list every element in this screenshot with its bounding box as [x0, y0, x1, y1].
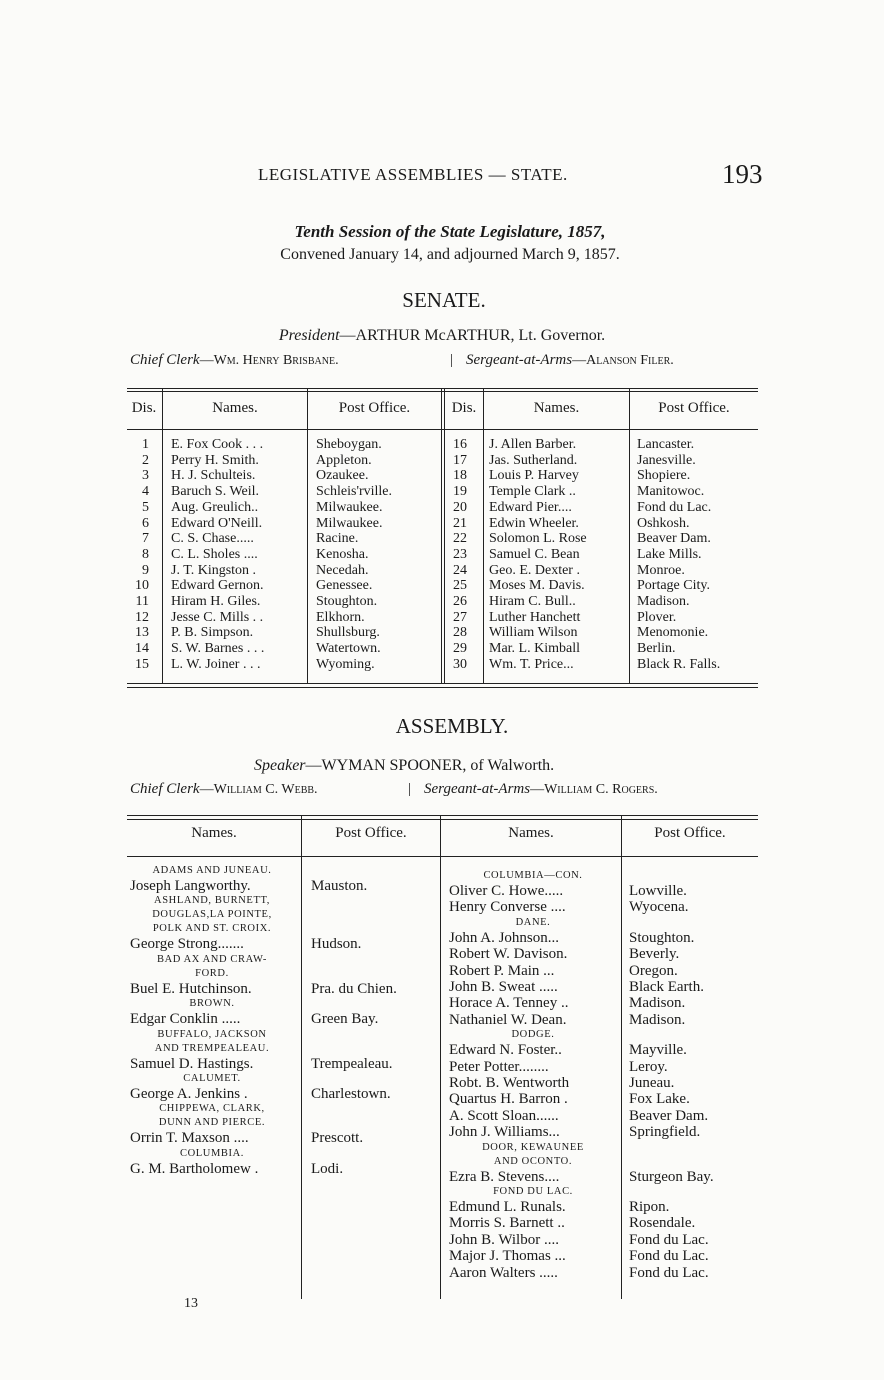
senator-name: Temple Clark ..: [489, 484, 576, 500]
post-office: Mauston.: [311, 878, 368, 894]
post-office: Kenosha.: [316, 546, 369, 562]
table-row: [127, 563, 758, 579]
county-label: FORD.: [195, 967, 229, 979]
member-name: Samuel D. Hastings.: [130, 1055, 254, 1072]
post-office: Rosendale.: [629, 1215, 696, 1232]
assembly-chief-clerk-label: Chief Clerk: [130, 781, 200, 797]
member-name: Joseph Langworthy.: [130, 878, 251, 894]
county-label: COLUMBIA—CON.: [483, 870, 583, 881]
post-office: Charlestown.: [311, 1086, 391, 1102]
member-name: John J. Williams...: [449, 1124, 560, 1141]
post-office: Pra. du Chien.: [311, 980, 397, 997]
post-office: Ripon.: [629, 1199, 670, 1215]
senator-name: P. B. Simpson.: [171, 625, 254, 641]
member-name: Aaron Walters .....: [449, 1264, 558, 1281]
post-office: Fond du Lac.: [629, 1231, 709, 1248]
member-name: Ezra B. Stevens....: [449, 1168, 560, 1185]
assembly-col-names-2: Names.: [508, 825, 554, 841]
post-office: Beverly.: [629, 946, 680, 963]
member-name: George Strong.......: [130, 936, 244, 953]
president-label: President: [278, 327, 340, 344]
post-office: Oshkosh.: [637, 515, 690, 531]
district-number: 25: [453, 578, 467, 594]
page-header: [0, 159, 884, 193]
district-number: 18: [453, 468, 467, 484]
post-office: Leroy.: [629, 1058, 668, 1075]
member-name: Robert P. Main ...: [449, 962, 555, 979]
senator-name: Hiram C. Bull..: [489, 594, 576, 609]
post-office: Portage City.: [637, 578, 710, 594]
post-office: Hudson.: [311, 936, 362, 953]
table-row: [127, 625, 758, 641]
senate-col-names-2: Names.: [533, 400, 580, 416]
member-name: Edmund L. Runals.: [449, 1199, 566, 1215]
senate-col-po-2: Post Office.: [658, 400, 730, 416]
district-number: 30: [453, 656, 467, 672]
senator-name: Louis P. Harvey: [489, 468, 579, 484]
post-office: Lancaster.: [637, 437, 695, 452]
senator-name: Samuel C. Bean: [489, 546, 580, 562]
county-label: ASHLAND, BURNETT,: [154, 895, 270, 907]
member-name: Henry Converse ....: [449, 899, 566, 916]
member-name: Orrin T. Maxson ....: [130, 1130, 249, 1147]
county-label: CALUMET.: [183, 1073, 241, 1084]
senate-chief-clerk-label: Chief Clerk: [130, 352, 200, 368]
post-office: Beaver Dam.: [637, 531, 711, 547]
senator-name: E. Fox Cook . . .: [171, 437, 264, 452]
post-office: Schleis'rville.: [316, 484, 393, 500]
district-number: 5: [142, 499, 149, 515]
member-name: George A. Jenkins .: [130, 1086, 248, 1102]
post-office: Wyoming.: [316, 656, 375, 672]
senator-name: Edward O'Neill.: [171, 515, 263, 531]
post-office: Madison.: [637, 594, 690, 609]
senator-name: J. T. Kingston .: [171, 562, 257, 578]
table-row: [127, 657, 758, 673]
post-office: Prescott.: [311, 1130, 364, 1147]
senator-name: Wm. T. Price...: [489, 656, 574, 672]
district-number: 7: [142, 531, 149, 547]
district-number: 8: [142, 546, 149, 562]
post-office: Monroe.: [637, 562, 685, 578]
senate-sergeant-label: Sergeant-at-Arms: [466, 352, 573, 368]
senator-name: Geo. E. Dexter .: [489, 562, 580, 578]
post-office: Trempealeau.: [311, 1055, 393, 1072]
county-label: DODGE.: [511, 1029, 555, 1041]
running-title: LEGISLATIVE ASSEMBLIES — STATE.: [258, 165, 568, 184]
county-label: POLK AND ST. CROIX.: [152, 923, 272, 935]
senator-name: Solomon L. Rose: [489, 531, 587, 547]
post-office: Stoughton.: [629, 929, 695, 946]
district-number: 13: [135, 625, 149, 641]
county-label: BUFFALO, JACKSON: [157, 1028, 267, 1040]
district-number: 14: [135, 641, 149, 657]
member-name: John A. Johnson...: [449, 929, 560, 946]
senator-name: S. W. Barnes . . .: [171, 641, 265, 657]
member-name: Robt. B. Wentworth: [449, 1075, 570, 1091]
district-number: 9: [142, 562, 149, 578]
table-row: [127, 578, 758, 594]
post-office: Berlin.: [637, 641, 676, 657]
county-label: AND TREMPEALEAU.: [154, 1042, 270, 1054]
post-office: Mayville.: [629, 1042, 687, 1059]
speaker-name: —WYMAN SPOONER, of Walworth.: [305, 757, 555, 774]
senator-name: C. S. Chase.....: [171, 531, 254, 547]
post-office: Wyocena.: [629, 899, 689, 916]
post-office: Manitowoc.: [637, 484, 705, 500]
senator-name: Edward Pier....: [489, 499, 572, 515]
table-row: [127, 547, 758, 563]
post-office: Ozaukee.: [316, 468, 369, 484]
table-row: [127, 610, 758, 626]
assembly-sergeant-name: —William C. Rogers.: [530, 782, 658, 797]
assembly-chief-clerk-name: —William C. Webb.: [199, 782, 318, 797]
senator-name: Moses M. Davis.: [489, 578, 585, 594]
district-number: 2: [142, 452, 149, 468]
member-name: Horace A. Tenney ..: [449, 995, 569, 1012]
post-office: Racine.: [316, 531, 359, 547]
post-office: Lowville.: [629, 883, 687, 899]
post-office: Necedah.: [316, 562, 369, 578]
post-office: Fox Lake.: [629, 1091, 690, 1108]
senator-name: H. J. Schulteis.: [171, 468, 256, 484]
county-label: ADAMS AND JUNEAU.: [152, 865, 272, 876]
post-office: Fond du Lac.: [637, 499, 712, 515]
district-number: 16: [453, 437, 467, 452]
post-office: Watertown.: [316, 641, 381, 657]
post-office: Sturgeon Bay.: [629, 1168, 714, 1185]
county-label: DOOR, KEWAUNEE: [482, 1141, 584, 1153]
table-row: [127, 453, 758, 469]
member-name: Nathaniel W. Dean.: [449, 1011, 567, 1028]
senator-name: Edwin Wheeler.: [489, 515, 579, 531]
district-number: 28: [453, 625, 467, 641]
county-label: BAD AX AND CRAW-: [157, 953, 267, 965]
senator-name: Jas. Sutherland.: [489, 452, 578, 468]
member-name: Edgar Conklin .....: [130, 1011, 241, 1028]
county-label: DUNN AND PIERCE.: [158, 1117, 266, 1129]
senator-name: Jesse C. Mills . .: [171, 609, 264, 625]
member-name: Major J. Thomas ...: [449, 1248, 566, 1265]
assembly-col-po-2: Post Office.: [654, 825, 726, 841]
assembly-table: [127, 815, 758, 1300]
senator-name: William Wilson: [489, 625, 578, 641]
post-office: Springfield.: [629, 1124, 701, 1141]
post-office: Black Earth.: [629, 979, 704, 995]
post-office: Madison.: [629, 1011, 686, 1028]
senator-name: C. L. Sholes ....: [171, 546, 258, 562]
assembly-sergeant-label: Sergeant-at-Arms: [424, 781, 531, 797]
member-name: Buel E. Hutchinson.: [130, 980, 252, 997]
post-office: Fond du Lac.: [629, 1248, 709, 1265]
member-name: John B. Sweat .....: [449, 979, 558, 995]
post-office: Milwaukee.: [316, 515, 383, 531]
district-number: 11: [135, 594, 149, 609]
table-row: [127, 516, 758, 532]
post-office: Shopiere.: [637, 468, 691, 484]
district-number: 26: [453, 594, 467, 609]
county-label: COLUMBIA.: [179, 1147, 245, 1159]
speaker-label: Speaker: [254, 757, 306, 774]
senate-col-dis-1: Dis.: [131, 400, 157, 416]
session-dates: Convened January 14, and adjourned March 9, 1857.: [280, 246, 620, 263]
senator-name: Aug. Greulich..: [171, 499, 259, 515]
county-label: DOUGLAS,LA POINTE,: [152, 909, 272, 921]
table-row: [127, 641, 758, 657]
senator-name: Edward Gernon.: [171, 578, 264, 594]
senate-president-line: [0, 327, 884, 345]
district-number: 27: [453, 609, 467, 625]
senator-name: Luther Hanchett: [489, 609, 581, 625]
post-office: Elkhorn.: [316, 609, 365, 625]
post-office: Appleton.: [316, 452, 372, 468]
member-name: A. Scott Sloan......: [449, 1107, 559, 1124]
county-label: BROWN.: [189, 998, 235, 1010]
post-office: Black R. Falls.: [637, 656, 721, 672]
district-number: 23: [453, 546, 467, 562]
session-title: Tenth Session of the State Legislature, 1857,: [294, 222, 606, 241]
senate-col-po-1: Post Office.: [338, 400, 411, 416]
post-office: Fond du Lac.: [629, 1264, 709, 1281]
page-number: 193: [722, 159, 763, 189]
member-name: Edward N. Foster..: [449, 1042, 562, 1059]
assembly-col-po-1: Post Office.: [335, 825, 407, 841]
post-office: Juneau.: [629, 1075, 675, 1091]
district-number: 12: [135, 609, 149, 625]
post-office: Plover.: [637, 609, 677, 625]
post-office: Sheboygan.: [316, 437, 382, 452]
post-office: Janesville.: [637, 452, 696, 468]
senator-name: L. W. Joiner . . .: [171, 656, 261, 672]
post-office: Menomonie.: [637, 625, 709, 641]
district-number: 20: [453, 499, 467, 515]
post-office: Oregon.: [629, 962, 678, 979]
senator-name: Mar. L. Kimball: [489, 641, 580, 657]
senate-sergeant-name: —Alanson Filer.: [572, 353, 674, 368]
post-office: Madison.: [629, 995, 686, 1012]
member-name: Quartus H. Barron .: [449, 1091, 568, 1108]
senator-name: J. Allen Barber.: [489, 437, 577, 452]
member-name: Oliver C. Howe.....: [449, 883, 564, 899]
assembly-heading: ASSEMBLY.: [395, 714, 509, 738]
member-name: Robert W. Davison.: [449, 946, 568, 963]
table-row: [127, 531, 758, 547]
district-number: 6: [142, 515, 149, 531]
district-number: 24: [453, 562, 467, 578]
district-number: 10: [135, 578, 149, 594]
district-number: 15: [135, 656, 149, 672]
post-office: Shullsburg.: [316, 625, 380, 641]
post-office: Lake Mills.: [637, 546, 702, 562]
senator-name: Perry H. Smith.: [171, 452, 259, 468]
post-office: Milwaukee.: [316, 499, 383, 515]
table-row: [127, 500, 758, 516]
district-number: 21: [453, 515, 467, 531]
table-row: [127, 468, 758, 484]
president-name: —ARTHUR McARTHUR, Lt. Governor.: [339, 327, 606, 344]
senate-col-names-1: Names.: [212, 400, 258, 416]
member-name: G. M. Bartholomew .: [130, 1160, 259, 1177]
district-number: 19: [453, 484, 467, 500]
senator-name: Hiram H. Giles.: [171, 594, 261, 609]
senate-table: [127, 388, 758, 694]
post-office: Lodi.: [311, 1160, 344, 1177]
senate-col-dis-2: Dis.: [451, 400, 477, 416]
district-number: 1: [142, 437, 149, 452]
post-office: Stoughton.: [316, 594, 378, 609]
county-label: CHIPPEWA, CLARK,: [159, 1103, 265, 1115]
district-number: 22: [453, 531, 467, 547]
county-label: DANE.: [515, 916, 551, 928]
signature-mark: 13: [184, 1296, 198, 1311]
county-label: AND OCONTO.: [493, 1155, 573, 1167]
member-name: Morris S. Barnett ..: [449, 1215, 565, 1232]
table-row: [127, 437, 758, 453]
senator-name: Baruch S. Weil.: [171, 484, 260, 500]
post-office: Beaver Dam.: [629, 1107, 709, 1124]
post-office: Green Bay.: [311, 1011, 379, 1028]
senate-chief-clerk-name: —Wm. Henry Brisbane.: [199, 353, 339, 368]
district-number: 29: [453, 641, 467, 657]
table-row: [127, 484, 758, 500]
table-row: [127, 594, 758, 610]
member-name: Peter Potter........: [449, 1058, 549, 1075]
post-office: Genessee.: [316, 578, 373, 594]
district-number: 17: [453, 452, 467, 468]
district-number: 4: [142, 484, 149, 500]
senate-heading: SENATE.: [402, 288, 486, 312]
assembly-col-names-1: Names.: [191, 825, 237, 841]
county-label: FOND DU LAC.: [493, 1186, 573, 1197]
member-name: John B. Wilbor ....: [449, 1231, 559, 1248]
district-number: 3: [142, 468, 149, 484]
